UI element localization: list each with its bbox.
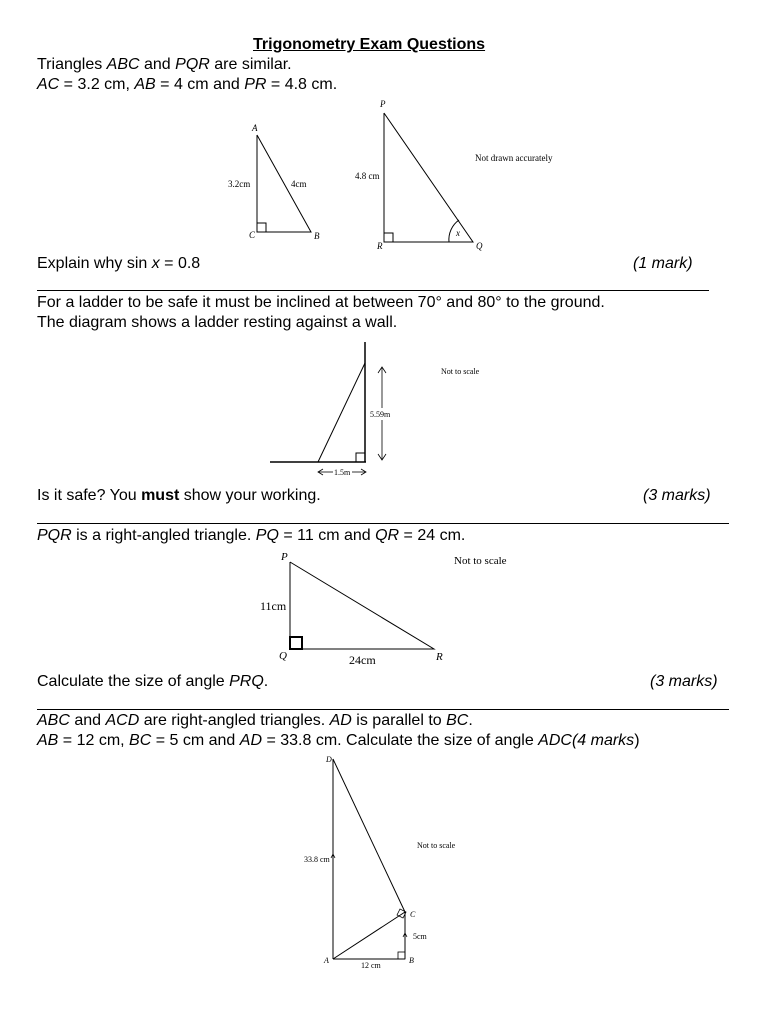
label-b: B <box>409 956 414 965</box>
q2-line-1: For a ladder to be safe it must be inclined at between 70° and 80° to the ground. <box>37 294 605 311</box>
label-r: R <box>377 241 383 251</box>
q3-line-1: PQR is a right-angled triangle. PQ = 11 cm and QR = 24 cm. <box>37 527 466 544</box>
note-not-to-scale: Not to scale <box>441 367 480 376</box>
label-ad-length: 33.8 cm <box>304 855 330 864</box>
label-d: D <box>326 755 332 764</box>
label-r: R <box>436 651 443 663</box>
label-qr-length: 24cm <box>349 653 376 667</box>
label-x: x <box>456 228 460 238</box>
note-not-drawn-accurately: Not drawn accurately <box>475 153 553 163</box>
q1-prompt: Explain why sin x = 0.8 <box>37 255 201 272</box>
label-ab-length: 12 cm <box>361 961 381 970</box>
label-c: C <box>410 910 416 919</box>
right-angle-b <box>398 952 405 959</box>
side-dc <box>333 759 405 912</box>
label-b: B <box>314 231 320 241</box>
q3-prompt: Calculate the size of angle PRQ. <box>37 673 269 690</box>
q4-line-1: ABC and ACD are right-angled triangles. AD is parallel to BC. <box>37 712 473 729</box>
label-p: P <box>281 551 288 563</box>
page-title: Trigonometry Exam Questions <box>253 36 486 53</box>
label-bc-length: 5cm <box>413 932 427 941</box>
q2-prompt: Is it safe? You must show your working. <box>37 487 321 504</box>
label-a: A <box>252 123 258 133</box>
label-a: A <box>324 956 329 965</box>
note-not-to-scale: Not to scale <box>454 555 507 567</box>
label-q: Q <box>476 241 483 251</box>
label-p: P <box>380 99 386 109</box>
label-pq-length: 11cm <box>260 599 287 613</box>
label-c: C <box>249 230 256 240</box>
q2-marks: (3 marks) <box>643 487 711 504</box>
q1-marks: (1 mark) <box>633 255 693 272</box>
q4-line-2: AB = 12 cm, BC = 5 cm and AD = 33.8 cm. Calculate the size of angle ADC(4 marks) <box>37 732 640 749</box>
label-height: 5.59m <box>370 410 391 419</box>
label-q: Q <box>279 650 287 662</box>
note-not-to-scale: Not to scale <box>417 841 456 850</box>
q3-marks: (3 marks) <box>650 673 718 690</box>
label-pr-length: 4.8 cm <box>355 171 380 181</box>
q1-line-2: AC = 3.2 cm, AB = 4 cm and PR = 4.8 cm. <box>37 76 338 93</box>
side-ac <box>333 912 405 959</box>
label-ab-length: 4cm <box>291 179 307 189</box>
q2-line-2: The diagram shows a ladder resting against a wall. <box>37 314 398 331</box>
label-base: 1.5m <box>334 468 351 477</box>
label-ac-length: 3.2cm <box>228 179 251 189</box>
q1-line-1: Triangles ABC and PQR are similar. <box>37 56 292 73</box>
